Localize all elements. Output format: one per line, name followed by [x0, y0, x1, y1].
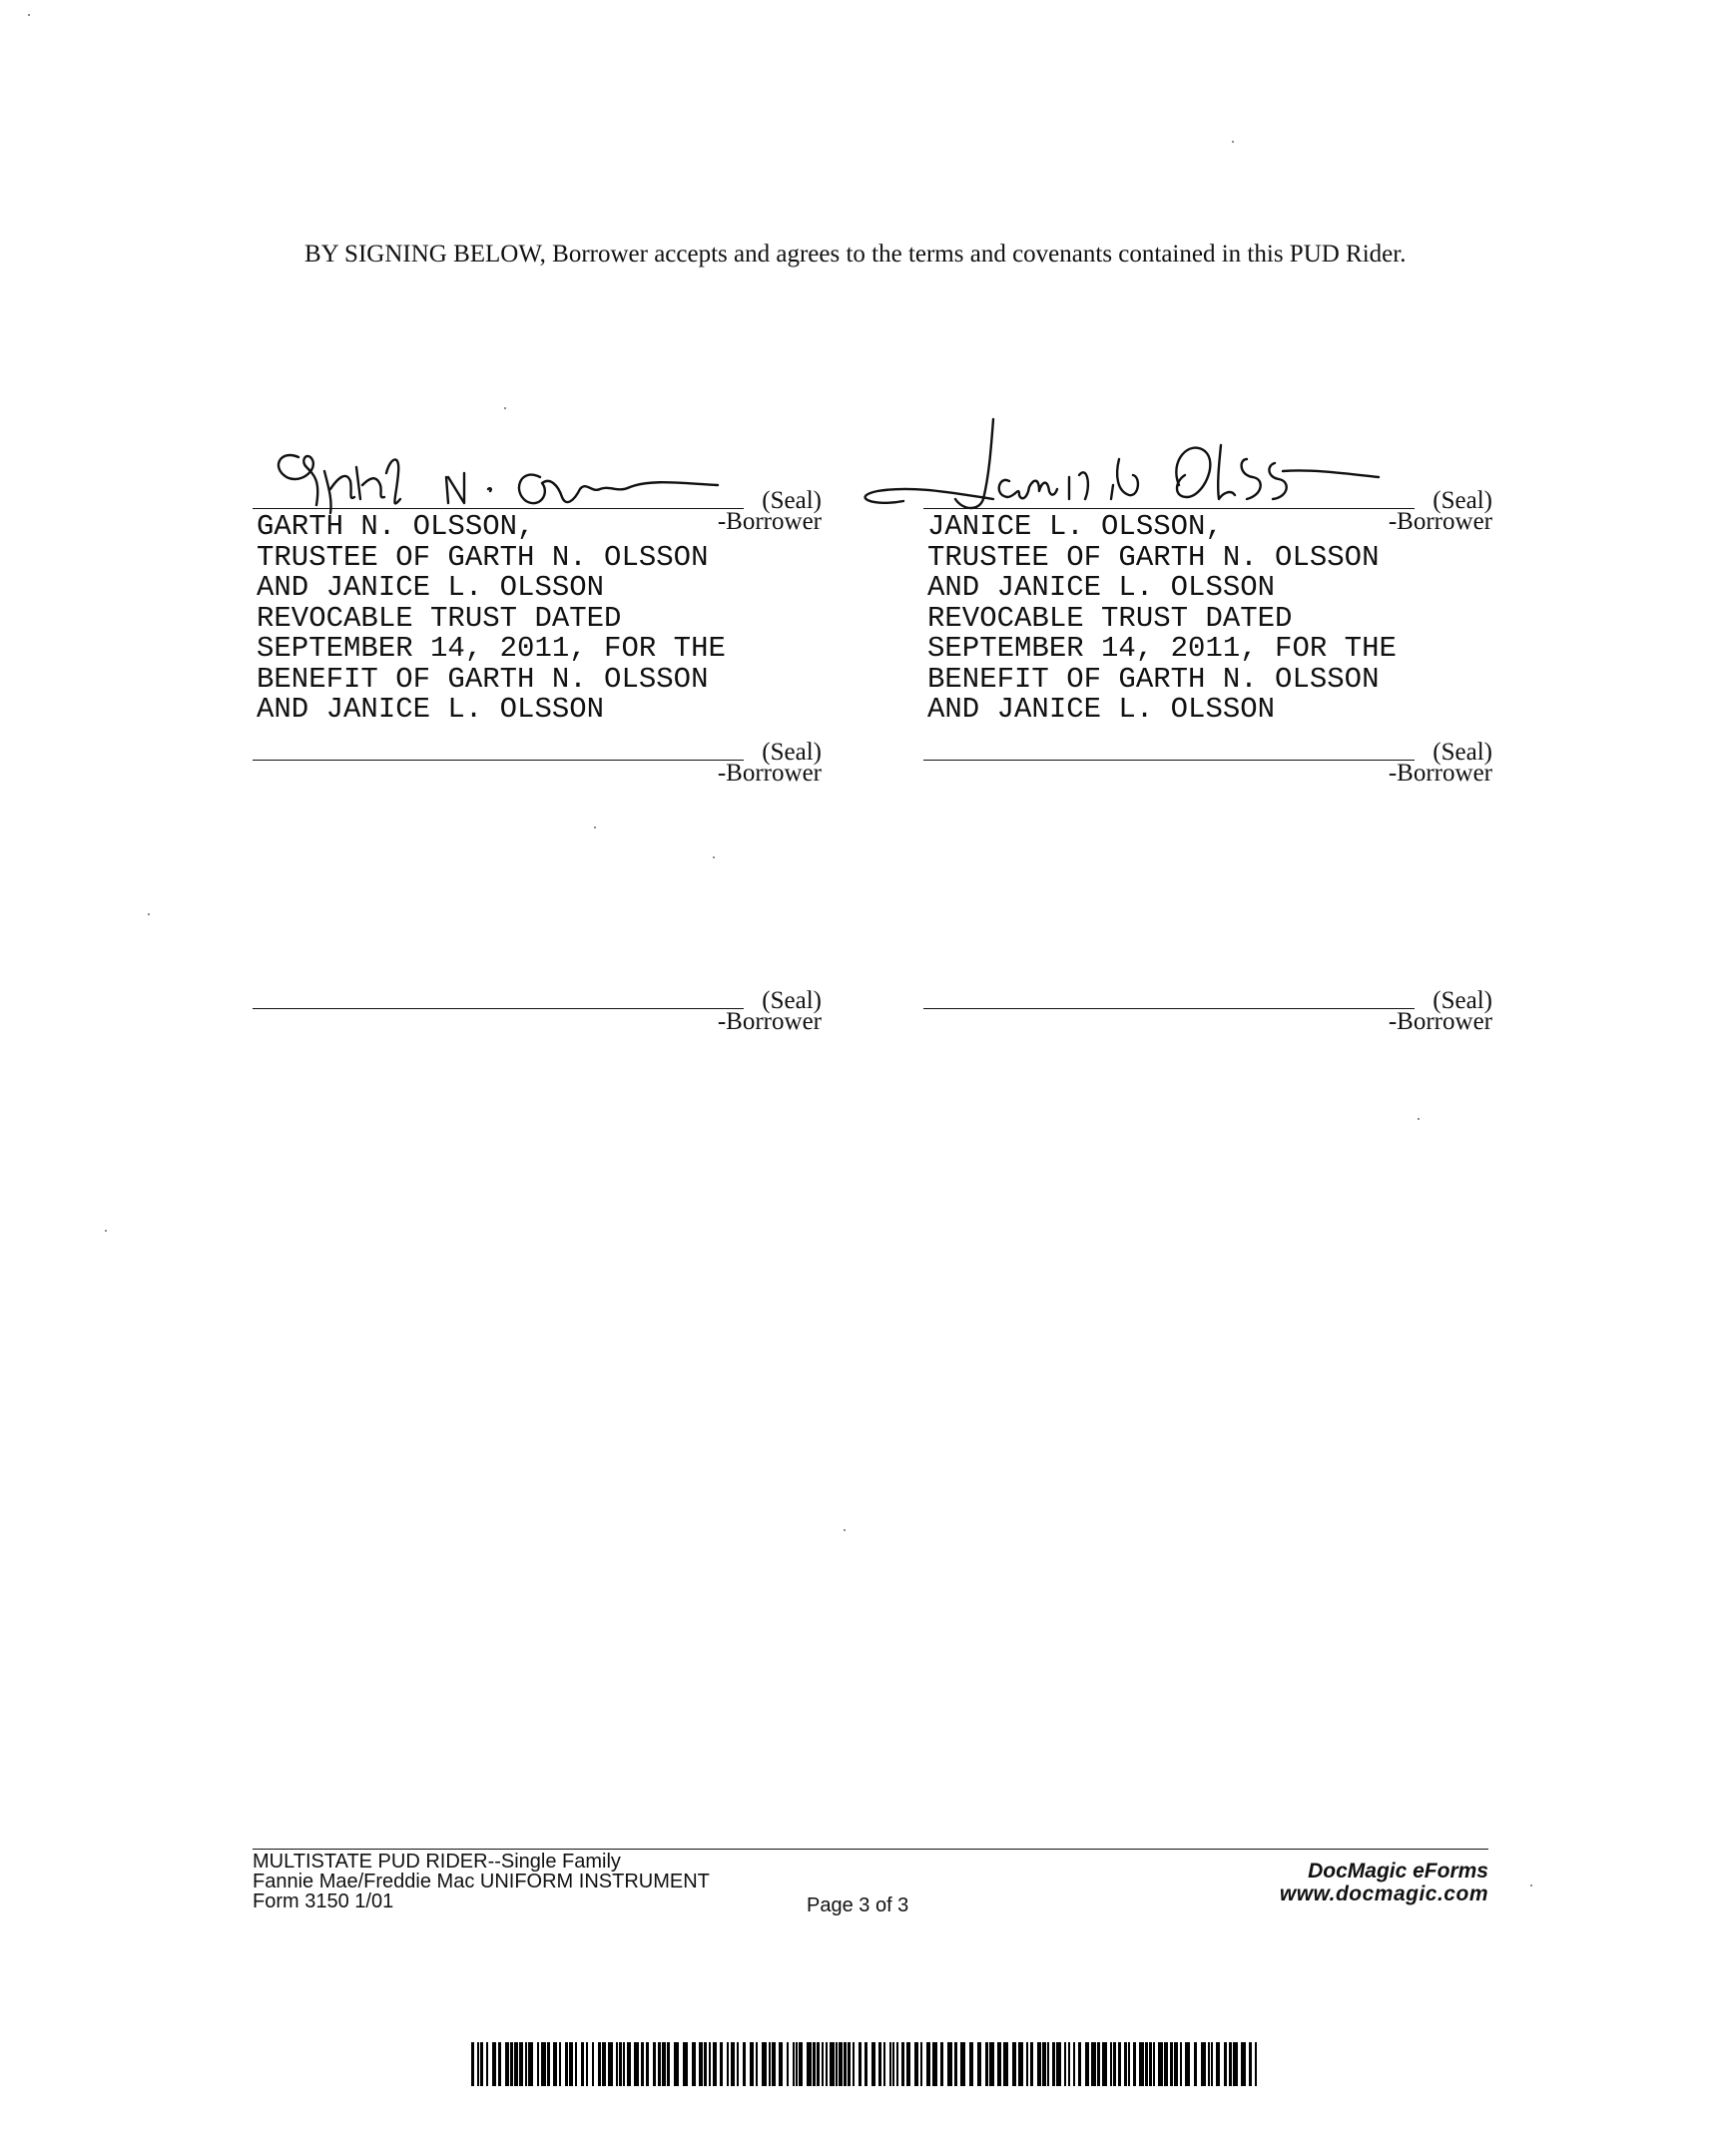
- barcode-bar: [1149, 2042, 1152, 2086]
- barcode-bar: [1229, 2042, 1232, 2086]
- barcode-bar: [592, 2042, 594, 2086]
- barcode-bar: [997, 2042, 1001, 2086]
- barcode-bar: [492, 2042, 496, 2086]
- barcode-bar: [839, 2042, 843, 2086]
- barcode-bar: [1164, 2042, 1168, 2086]
- barcode-bar: [498, 2042, 501, 2086]
- form-info: [253, 1852, 710, 1911]
- form-title: MULTISTATE PUD RIDER--Single Family: [253, 1851, 621, 1873]
- barcode-bar: [505, 2042, 509, 2086]
- barcode-bar: [581, 2042, 584, 2086]
- barcode-bar: [883, 2042, 885, 2086]
- borrower-label: -Borrower: [1388, 508, 1492, 535]
- barcode-bar: [634, 2042, 639, 2086]
- barcode-bar: [1064, 2042, 1066, 2086]
- seal-label: (Seal): [1433, 487, 1492, 514]
- barcode-bar: [848, 2042, 851, 2086]
- signature-block-5: [253, 977, 822, 1037]
- barcode-bar: [853, 2042, 855, 2086]
- barcode-bar: [859, 2042, 862, 2086]
- barcode-bar: [731, 2042, 735, 2086]
- barcode-bar: [892, 2042, 894, 2086]
- barcode-bar: [1128, 2042, 1130, 2086]
- page-footer: [253, 1849, 1488, 1919]
- barcode-bar: [1145, 2042, 1148, 2086]
- barcode-bar: [844, 2042, 847, 2086]
- scan-speck: [1530, 1885, 1532, 1886]
- barcode-bar: [553, 2042, 557, 2086]
- barcode-bar: [541, 2042, 546, 2086]
- barcode-bar: [772, 2042, 776, 2086]
- barcode-bar: [796, 2042, 798, 2086]
- barcode-bar: [699, 2042, 703, 2086]
- signer-name-2: JANICE L. OLSSON, TRUSTEE OF GARTH N. OLSSON AND JANICE L. OLSSON REVOCABLE TRUST DATED SEPTEMBER 14, 2011, FOR THE BENEFIT OF GARTH N. OLSSON AND JANICE L. OLSSON: [927, 510, 1397, 726]
- barcode-bar: [477, 2042, 479, 2086]
- seal-label: (Seal): [762, 739, 822, 766]
- barcode-bar: [813, 2042, 816, 2086]
- barcode-bar: [1194, 2042, 1197, 2086]
- barcode-bar: [537, 2042, 539, 2086]
- barcode-bar: [709, 2042, 711, 2086]
- borrower-label: -Borrower: [717, 760, 822, 787]
- barcode-bar: [1153, 2042, 1155, 2086]
- barcode-bar: [830, 2042, 835, 2086]
- scan-speck: [105, 1230, 107, 1232]
- barcode-bar: [602, 2042, 606, 2086]
- borrower-label: -Borrower: [717, 508, 822, 535]
- barcode-bar: [1174, 2042, 1178, 2086]
- barcode-bar: [598, 2042, 601, 2086]
- barcode-bar: [1037, 2042, 1041, 2086]
- barcode-bar: [836, 2042, 838, 2086]
- barcode-bar: [1139, 2042, 1144, 2086]
- barcode-icon: [471, 2042, 1264, 2086]
- intro-lead: BY SIGNING BELOW,: [304, 241, 546, 268]
- signature-block-4: [923, 729, 1492, 789]
- barcode-bar: [750, 2042, 754, 2086]
- docmagic-logo: [1280, 1860, 1488, 1905]
- barcode-bar: [1249, 2042, 1252, 2086]
- barcode-bar: [1224, 2042, 1227, 2086]
- barcode-bar: [1211, 2042, 1213, 2086]
- barcode-bar: [1201, 2042, 1206, 2086]
- scan-speck: [713, 856, 715, 858]
- barcode-bar: [1097, 2042, 1100, 2086]
- barcode-bar: [822, 2042, 824, 2086]
- barcode-bar: [954, 2042, 957, 2086]
- barcode-bar: [1180, 2042, 1182, 2086]
- intro-paragraph: [253, 238, 1500, 271]
- barcode-bar: [793, 2042, 795, 2086]
- barcode-bar: [658, 2042, 661, 2086]
- barcode-bar: [623, 2042, 625, 2086]
- barcode-bar: [906, 2042, 910, 2086]
- signature-block-3: [253, 729, 822, 789]
- barcode-bar: [807, 2042, 812, 2086]
- borrower-label: -Borrower: [1388, 760, 1492, 787]
- barcode-bar: [486, 2042, 488, 2086]
- seal-label: (Seal): [1433, 987, 1492, 1014]
- barcode-bar: [569, 2042, 573, 2086]
- barcode-bar: [575, 2042, 577, 2086]
- barcode-bar: [947, 2042, 952, 2086]
- barcode-bar: [960, 2042, 965, 2086]
- signature-block-2: [923, 477, 1492, 726]
- barcode-bar: [683, 2042, 688, 2086]
- signature-block-1: [253, 477, 822, 726]
- barcode-bar: [1018, 2042, 1023, 2086]
- barcode-bar: [1078, 2042, 1081, 2086]
- scan-speck: [1232, 141, 1234, 143]
- barcode-bar: [1158, 2042, 1163, 2086]
- page-number: Page 3 of 3: [807, 1894, 909, 1916]
- barcode-bar: [1133, 2042, 1136, 2086]
- barcode-bar: [1216, 2042, 1220, 2086]
- scan-speck: [504, 407, 506, 409]
- seal-label: (Seal): [762, 987, 822, 1014]
- barcode-bar: [1185, 2042, 1190, 2086]
- signature-block-6: [923, 977, 1492, 1037]
- barcode-bar: [1124, 2042, 1127, 2086]
- barcode-bar: [743, 2042, 746, 2086]
- barcode-bar: [989, 2042, 994, 2086]
- barcode-bar: [871, 2042, 875, 2086]
- barcode-bar: [646, 2042, 649, 2086]
- barcode-bar: [586, 2042, 588, 2086]
- barcode-bar: [901, 2042, 904, 2086]
- barcode-bar: [727, 2042, 729, 2086]
- barcode-bar: [737, 2042, 739, 2086]
- barcode-bar: [616, 2042, 618, 2086]
- barcode-bar: [653, 2042, 656, 2086]
- barcode-bar: [528, 2042, 533, 2086]
- barcode-bar: [565, 2042, 568, 2086]
- signer-name-1: GARTH N. OLSSON, TRUSTEE OF GARTH N. OLSSON AND JANICE L. OLSSON REVOCABLE TRUST DATED SEPTEMBER 14, 2011, FOR THE BENEFIT OF GARTH N. OLSSON AND JANICE L. OLSSON: [257, 510, 726, 726]
- barcode-bar: [864, 2042, 867, 2086]
- barcode-bar: [1118, 2042, 1121, 2086]
- barcode-bar: [1026, 2042, 1028, 2086]
- barcode-bar: [769, 2042, 771, 2086]
- barcode-bar: [692, 2042, 696, 2086]
- borrower-label: -Borrower: [1388, 1008, 1492, 1035]
- barcode-bar: [559, 2042, 561, 2086]
- barcode-bar: [977, 2042, 981, 2086]
- barcode-bar: [1241, 2042, 1246, 2086]
- barcode-bar: [756, 2042, 758, 2086]
- form-instrument: Fannie Mae/Freddie Mac UNIFORM INSTRUMENT: [253, 1871, 710, 1892]
- barcode-bar: [641, 2042, 644, 2086]
- barcode-bar: [926, 2042, 930, 2086]
- barcode-bar: [713, 2042, 717, 2086]
- barcode-bar: [525, 2042, 527, 2086]
- barcode-bar: [826, 2042, 828, 2086]
- barcode-bar: [471, 2042, 474, 2086]
- barcode-bar: [662, 2042, 666, 2086]
- barcode-bar: [619, 2042, 622, 2086]
- barcode-bar: [720, 2042, 723, 2086]
- seal-label: (Seal): [762, 487, 822, 514]
- barcode-bar: [1030, 2042, 1033, 2086]
- barcode-bar: [940, 2042, 943, 2086]
- brand-url: www.docmagic.com: [1279, 1883, 1488, 1905]
- barcode-bar: [762, 2042, 767, 2086]
- barcode-bar: [480, 2042, 483, 2086]
- scan-speck: [1418, 1118, 1420, 1120]
- barcode-bar: [1056, 2042, 1061, 2086]
- barcode-bar: [1012, 2042, 1016, 2086]
- barcode-bar: [799, 2042, 803, 2086]
- barcode-bar: [896, 2042, 898, 2086]
- barcode-bar: [519, 2042, 523, 2086]
- barcode-bar: [510, 2042, 513, 2086]
- barcode-bar: [932, 2042, 937, 2086]
- scan-speck: [844, 1529, 846, 1531]
- barcode-bar: [1091, 2042, 1096, 2086]
- brand-name: DocMagic eForms: [1308, 1860, 1488, 1883]
- barcode-bar: [608, 2042, 613, 2086]
- barcode-bar: [1233, 2042, 1238, 2086]
- barcode-bar: [779, 2042, 783, 2086]
- borrower-label: -Borrower: [717, 1008, 822, 1035]
- barcode-bar: [1113, 2042, 1116, 2086]
- barcode-bar: [889, 2042, 891, 2086]
- barcode-bar: [1208, 2042, 1210, 2086]
- barcode-bar: [1073, 2042, 1075, 2086]
- barcode-bar: [787, 2042, 789, 2086]
- barcode-bar: [1003, 2042, 1008, 2086]
- barcode-bar: [1052, 2042, 1055, 2086]
- barcode-bar: [920, 2042, 922, 2086]
- barcode-bar: [1047, 2042, 1049, 2086]
- scan-speck: [148, 913, 150, 915]
- barcode-bar: [1110, 2042, 1112, 2086]
- barcode-bar: [1042, 2042, 1046, 2086]
- scan-speck: [594, 826, 596, 828]
- barcode-bar: [547, 2042, 550, 2086]
- barcode-bar: [1102, 2042, 1107, 2086]
- barcode-bar: [985, 2042, 988, 2086]
- barcode-bar: [817, 2042, 820, 2086]
- barcode-bar: [704, 2042, 707, 2086]
- barcode-bar: [1085, 2042, 1089, 2086]
- barcode-bar: [674, 2042, 679, 2086]
- barcode-bar: [514, 2042, 518, 2086]
- barcode-bar: [1170, 2042, 1173, 2086]
- intro-text: Borrower accepts and agrees to the terms and covenants contained in this PUD Rider.: [552, 241, 1407, 268]
- scan-speck: [28, 14, 30, 16]
- barcode-bar: [914, 2042, 918, 2086]
- seal-label: (Seal): [1433, 739, 1492, 766]
- barcode-bar: [667, 2042, 670, 2086]
- barcode-bar: [878, 2042, 881, 2086]
- form-number: Form 3150 1/01: [253, 1890, 394, 1912]
- barcode-bar: [1255, 2042, 1257, 2086]
- barcode-bar: [1068, 2042, 1070, 2086]
- barcode-bar: [969, 2042, 973, 2086]
- barcode-bar: [627, 2042, 631, 2086]
